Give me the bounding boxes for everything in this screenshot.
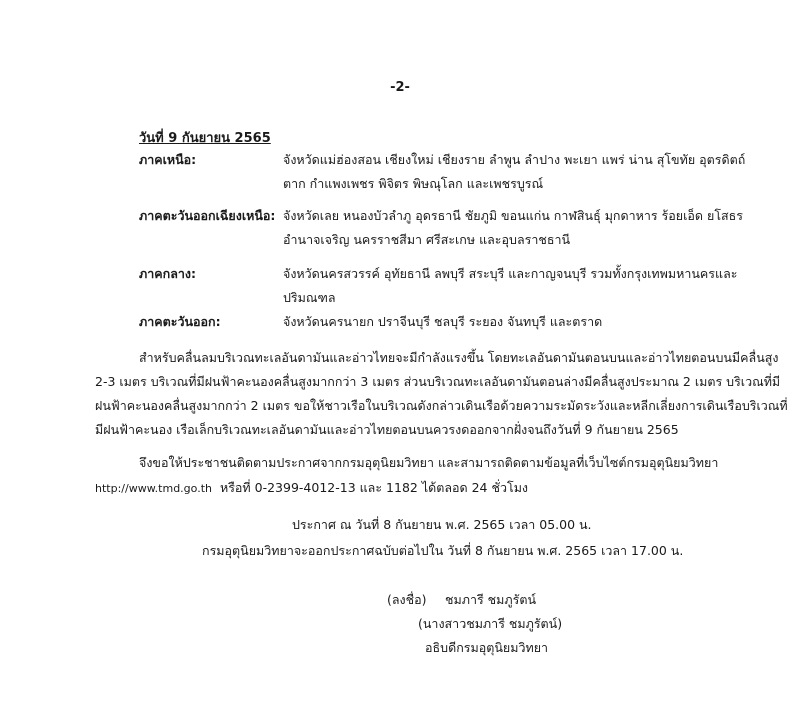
region-label: ภาคกลาง: [139, 266, 196, 281]
region-line: จังหวัดนครนายก ปราจีนบุรี ชลบุรี ระยอง จันทบุรี และตราด [283, 314, 603, 329]
region-label: ภาคตะวันออก: [139, 314, 221, 329]
wave-paragraph [95, 346, 788, 442]
issued-line: ประกาศ ณ วันที่ 8 กันยายน พ.ศ. 2565 เวลา 05.00 น. [292, 517, 592, 532]
region-line: อำนาจเจริญ นครราชสีมา ศรีสะเกษ และอุบลราชธานี [283, 232, 571, 247]
region-line: ตาก กำแพงเพชร พิจิตร พิษณุโลก และเพชรบูรณ์ [283, 176, 544, 191]
paragraph-line: 2-3 เมตร บริเวณที่มีฝนฟ้าคะนองคลื่นสูงมากกว่า 3 เมตร ส่วนบริเวณทะเลอันดามันตอนล่างมีคลื่นสูงประมาณ 2 เมตร บริเวณที่มี [95, 374, 781, 389]
region-line: ปริมณฑล [283, 290, 336, 305]
paragraph-line: มีฝนฟ้าคะนอง เรือเล็กบริเวณทะเลอันดามันและอ่าวไทยตอนบนควรงดออกจากฝั่งจนถึงวันที่ 9 กันยายน 2565 [95, 422, 679, 437]
region-provinces [283, 148, 746, 196]
website-link[interactable]: http://www.tmd.go.th [95, 482, 212, 495]
signed-label: (ลงชื่อ) [387, 592, 427, 607]
region-line: จังหวัดแม่ฮ่องสอน เชียงใหม่ เชียงราย ลำพูน ลำปาง พะเยา แพร่ น่าน สุโขทัย อุตรดิตถ์ [283, 152, 746, 167]
region-provinces [283, 262, 738, 310]
region-label: ภาคเหนือ: [139, 152, 197, 167]
region-line: จังหวัดเลย หนองบัวลำภู อุดรธานี ชัยภูมิ ขอนแก่น กาฬสินธุ์ มุกดาหาร ร้อยเอ็ด ยโสธร [283, 208, 744, 223]
page-number: -2- [390, 80, 410, 95]
region-label: ภาคตะวันออกเฉียงเหนือ: [139, 208, 276, 223]
region-provinces [283, 204, 744, 252]
region-line: จังหวัดนครสวรรค์ อุทัยธานี ลพบุรี สระบุรี และกาญจนบุรี รวมทั้งกรุงเทพมหานครและ [283, 266, 738, 281]
contact-text: หรือที่ 0-2399-4012-13 และ 1182 ได้ตลอด 24 ชั่วโมง [219, 480, 529, 495]
paragraph-line: จึงขอให้ประชาชนติดตามประกาศจากกรมอุตุนิยมวิทยา และสามารถติดตามข้อมูลที่เว็บไซต์กรมอุตุนิยมวิทยา [139, 455, 719, 470]
signed-name: ชมภารี ชมภูรัตน์ [445, 592, 537, 607]
signer-full-name: (นางสาวชมภารี ชมภูรัตน์) [418, 616, 563, 631]
date-heading: วันที่ 9 กันยายน 2565 [139, 131, 271, 146]
signer-title: อธิบดีกรมอุตุนิยมวิทยา [425, 640, 549, 655]
paragraph-line: ฝนฟ้าคะนองคลื่นสูงมากกว่า 2 เมตร ขอให้ชาวเรือในบริเวณดังกล่าวเดินเรือด้วยความระมัดระวังและหลีกเลี่ยงการเดินเรือบริเวณที่ [95, 398, 788, 413]
next-announcement-line: กรมอุตุนิยมวิทยาจะออกประกาศฉบับต่อไปใน วันที่ 8 กันยายน พ.ศ. 2565 เวลา 17.00 น. [202, 543, 684, 558]
region-provinces [283, 310, 703, 334]
paragraph-line: สำหรับคลื่นลมบริเวณทะเลอันดามันและอ่าวไทยจะมีกำลังแรงขึ้น โดยทะเลอันดามันตอนบนและอ่าวไทยตอนบนมีคลื่นสูง [139, 350, 779, 365]
contact-line [95, 478, 528, 498]
follow-paragraph [95, 451, 719, 475]
